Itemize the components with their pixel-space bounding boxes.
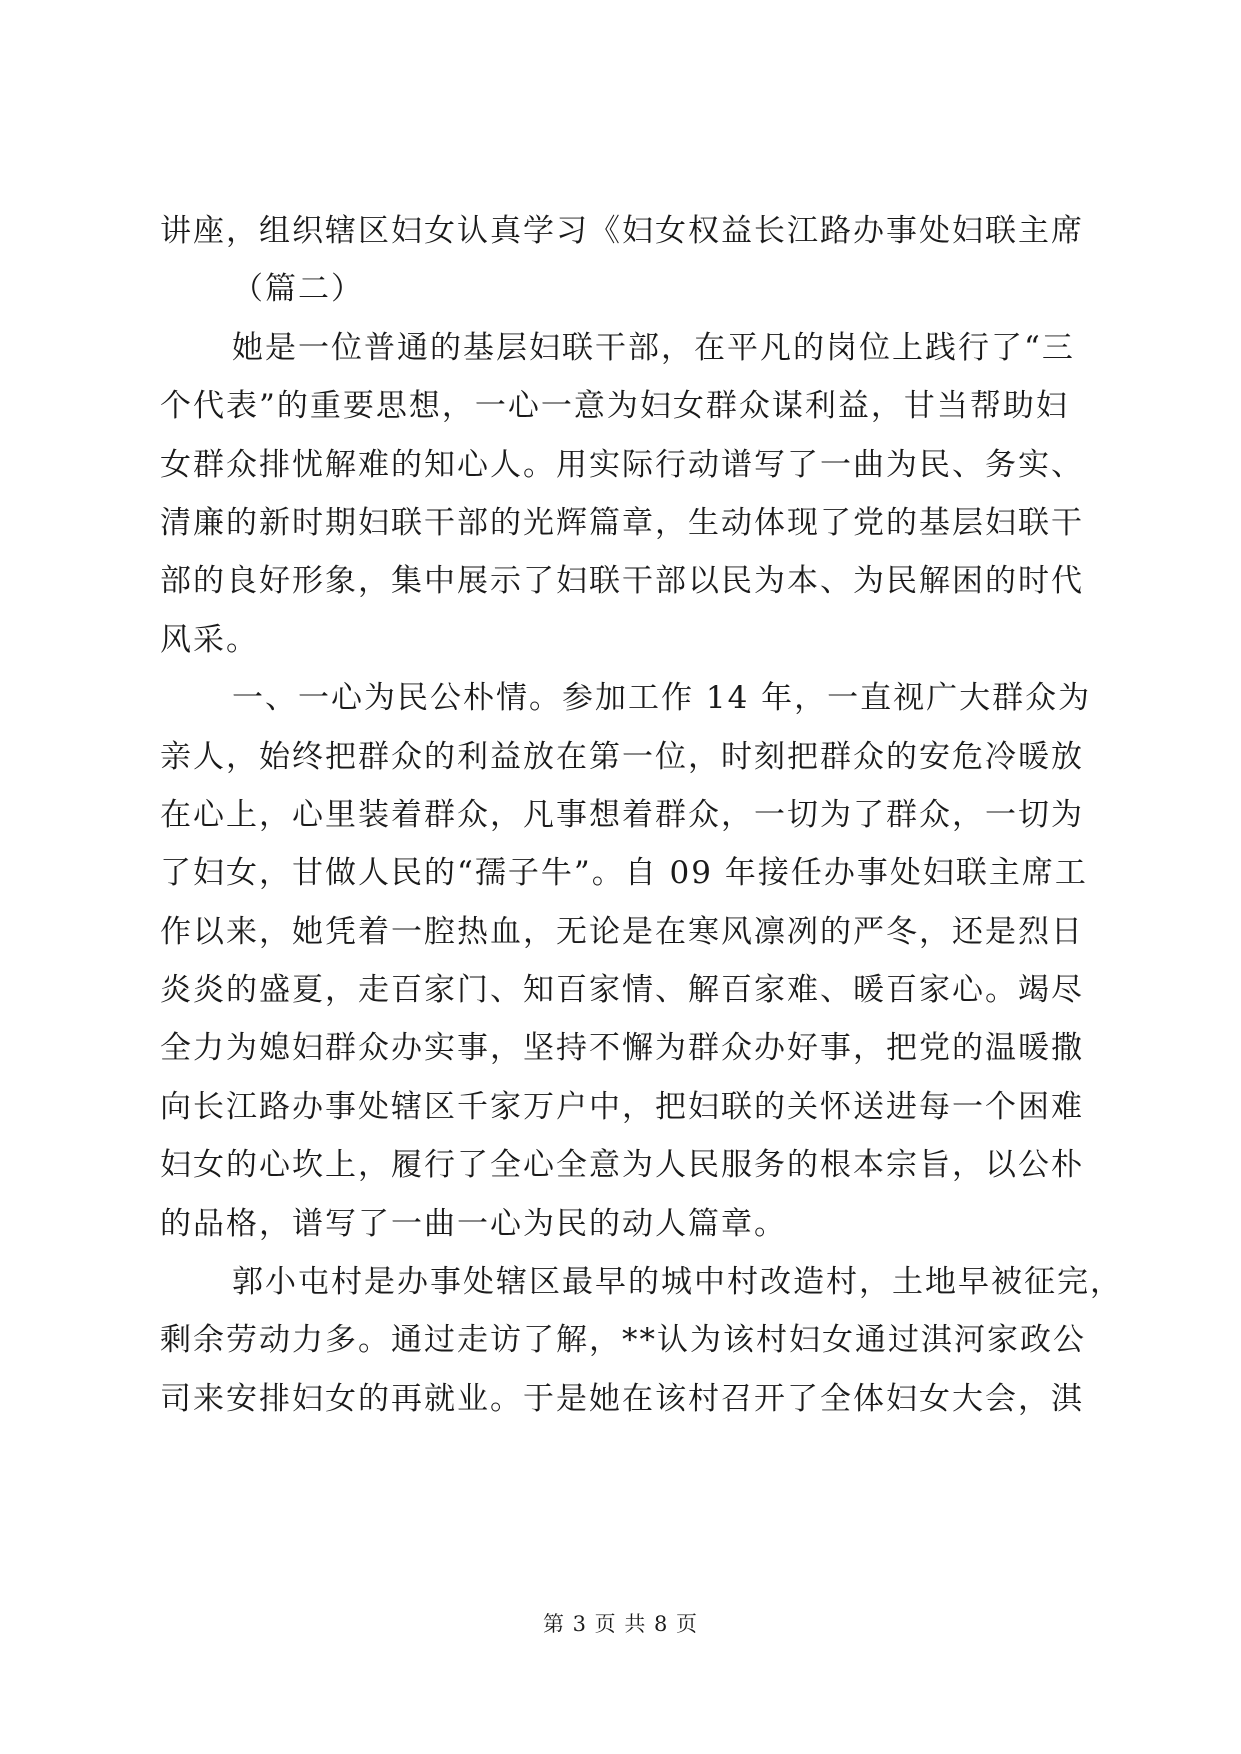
text-line: 亲人，始终把群众的利益放在第一位，时刻把群众的安危冷暖放 (160, 738, 1084, 775)
page-footer: 第 3 页 共 8 页 (542, 1612, 699, 1636)
text-line: 妇女的心坎上，履行了全心全意为人民服务的根本宗旨，以公朴 (160, 1147, 1084, 1184)
text-line: 了妇女，甘做人民的“孺子牛”。自 09 年接任办事处妇联主席工 (160, 855, 1088, 892)
text-line: 炎炎的盛夏，走百家门、知百家情、解百家难、暖百家心。竭尽 (160, 972, 1084, 1009)
section-heading: （篇二） (232, 271, 364, 308)
text-line: 剩余劳动力多。通过走访了解，**认为该村妇女通过淇河家政公 (160, 1322, 1086, 1359)
text-line: 全力为媳妇群众办实事，坚持不懈为群众办好事，把党的温暖撒 (160, 1030, 1084, 1067)
text-line: 向长江路办事处辖区千家万户中，把妇联的关怀送进每一个困难 (160, 1088, 1084, 1125)
text-line: 女群众排忧解难的知心人。用实际行动谱写了一曲为民、务实、 (160, 446, 1084, 483)
text-line: 部的良好形象，集中展示了妇联干部以民为本、为民解困的时代 (160, 563, 1084, 600)
text-line: 讲座，组织辖区妇女认真学习《妇女权益长江路办事处妇联主席 (160, 213, 1084, 249)
paragraph-start: 郭小屯村是办事处辖区最早的城中村改造村，土地早被征完， (232, 1264, 1123, 1301)
text-line: 个代表”的重要思想，一心一意为妇女群众谋利益，甘当帮助妇 (160, 388, 1069, 425)
paragraph-start: 她是一位普通的基层妇联干部，在平凡的岗位上践行了“三 (232, 329, 1075, 366)
text-line: 在心上，心里装着群众，凡事想着群众，一切为了群众，一切为 (160, 796, 1084, 833)
text-line: 司来安排妇女的再就业。于是她在该村召开了全体妇女大会，淇 (160, 1380, 1084, 1417)
text-line: 作以来，她凭着一腔热血，无论是在寒风凛冽的严冬，还是烈日 (160, 913, 1084, 950)
body-text (160, 202, 1123, 1428)
text-line: 的品格，谱写了一曲一心为民的动人篇章。 (160, 1205, 787, 1242)
text-line: 清廉的新时期妇联干部的光辉篇章，生动体现了党的基层妇联干 (160, 504, 1084, 541)
text-line: 风采。 (160, 621, 259, 658)
paragraph-start: 一、一心为民公朴情。参加工作 14 年，一直视广大群众为 (232, 680, 1092, 717)
